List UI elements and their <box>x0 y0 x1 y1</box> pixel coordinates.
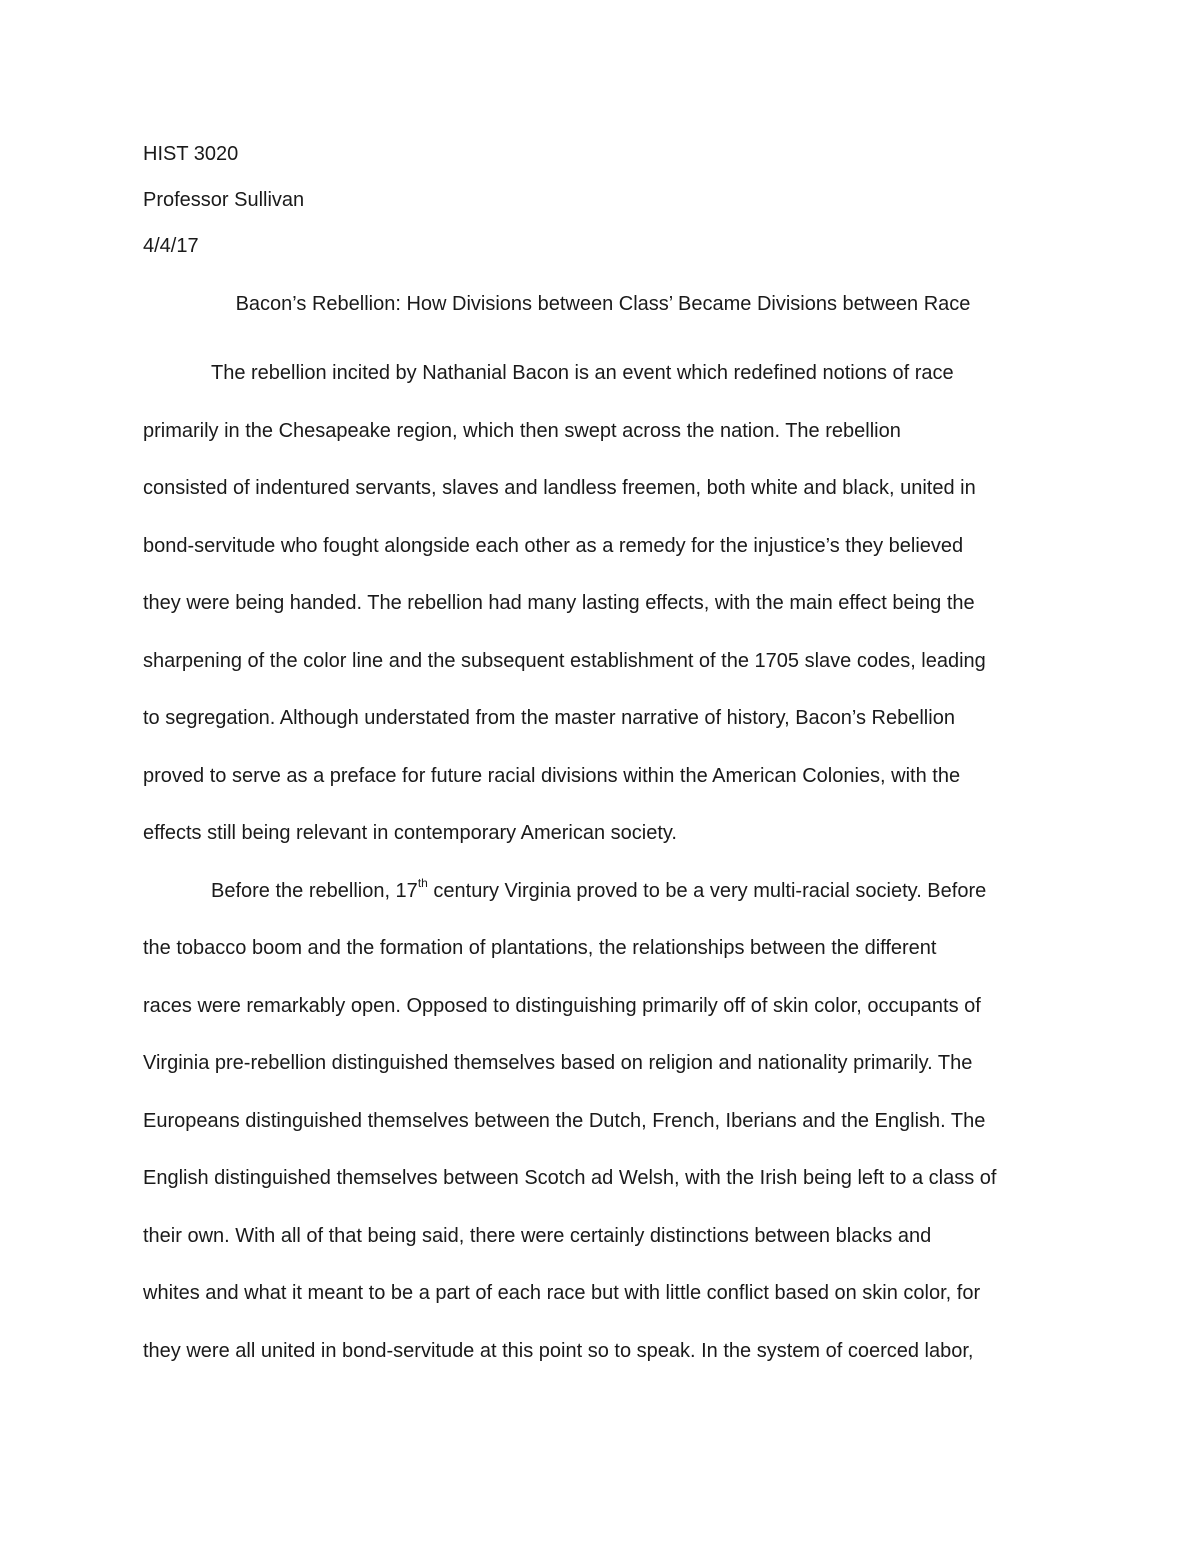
paragraph-line: effects still being relevant in contemporary American society. <box>143 822 677 844</box>
paragraph-line: they were all united in bond-servitude at this point so to speak. In the system of coerced labor, <box>143 1339 974 1362</box>
paragraph-line: their own. With all of that being said, there were certainly distinctions between blacks and <box>143 1224 932 1247</box>
essay-title: Bacon’s Rebellion: How Divisions between Class’ Became Divisions between Race <box>235 293 971 315</box>
paragraph-line: The rebellion incited by Nathanial Bacon is an event which redefined notions of race <box>211 362 954 384</box>
course-code: HIST 3020 <box>143 143 239 165</box>
paragraph-line: whites and what it meant to be a part of each race but with little conflict based on skin color, for <box>143 1282 981 1304</box>
paragraph-2 <box>143 863 1063 1381</box>
document-date: 4/4/17 <box>143 235 199 257</box>
paragraph-line: proved to serve as a preface for future racial divisions within the American Colonies, with the <box>143 764 961 787</box>
paragraph-line: Before the rebellion, 17th century Virginia proved to be a very multi-racial society. Before <box>211 875 987 902</box>
paragraph-line: Virginia pre-rebellion distinguished themselves based on religion and nationality primarily. The <box>143 1052 973 1074</box>
paragraph-line: consisted of indentured servants, slaves and landless freemen, both white and black, united in <box>143 477 976 499</box>
paragraph-line: English distinguished themselves between Scotch ad Welsh, with the Irish being left to a class of <box>143 1167 997 1189</box>
paragraph-line: Europeans distinguished themselves between the Dutch, French, Iberians and the English. The <box>143 1109 986 1132</box>
superscript-ordinal: th <box>417 875 428 890</box>
document-content <box>143 142 1063 1380</box>
paragraph-line: they were being handed. The rebellion had many lasting effects, with the main effect being the <box>143 592 975 614</box>
paragraph-line: races were remarkably open. Opposed to distinguishing primarily off of skin color, occupants of <box>143 994 981 1017</box>
paragraph-line: bond-servitude who fought alongside each other as a remedy for the injustice’s they believed <box>143 534 964 557</box>
paragraph-line: to segregation. Although understated from the master narrative of history, Bacon’s Rebellion <box>143 707 955 729</box>
paragraph-line: primarily in the Chesapeake region, which then swept across the nation. The rebellion <box>143 419 901 442</box>
paragraph-line: sharpening of the color line and the subsequent establishment of the 1705 slave codes, leading <box>143 649 986 672</box>
paragraph-1 <box>143 345 1063 863</box>
paragraph-line: the tobacco boom and the formation of plantations, the relationships between the different <box>143 937 937 959</box>
professor-name: Professor Sullivan <box>143 189 305 211</box>
